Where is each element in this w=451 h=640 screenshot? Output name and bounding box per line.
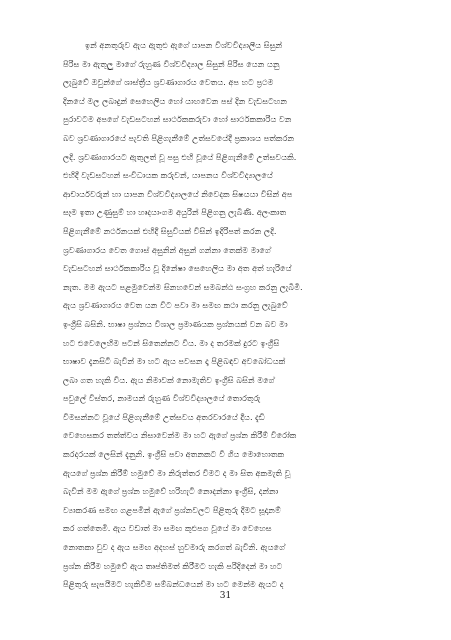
text-line: විමසන්නට වූයේ පිළිගැනීමේ උත්සවය අතරවාරයේ දීය. දැඩි	[63, 411, 265, 422]
text-line: ශ්‍රවණාගාරය වෙත ගොස් අසුනින් අසුන් ගන්නා තෙක්ම මාගේ	[63, 244, 271, 255]
text-line: භාෂාව දැනසිටී බැවින් මා හට ඇය පවසන දෑ පිළිබඳව අවබෝධයක්	[63, 356, 286, 367]
page-number: 31	[219, 591, 232, 601]
text-line: එහිදී වැඩසටහන් සංවිධායක කරුවන්, යාපනය විශ්වවිද්‍යාලයේ	[63, 170, 273, 181]
text-line: පුරාවටම අපගේ වැඩසටහන් සාර්ථකකරුවා හෝ සාර්ථකකාරිය වන	[63, 114, 292, 125]
text-line: ඇය ශ්‍රවණාගාරය වෙත යන විට පවා මා සමඟ කථා කරනු ලැබුවේ	[63, 300, 288, 311]
text-line: පවුලේ විස්තර, නාමයන් රුහුණ විශ්වවිද්‍යාලයේ තොරතුරු	[63, 393, 261, 404]
text-line: නොතකා වුව ද ඇය සමඟ අදහස් හුවමාරු කරගත් බැවිනි. ඇයගේ	[63, 542, 285, 553]
text-line: බැවින් මම ඇගේ ප්‍රශ්න හමුවේ හරිහැටි නොදන්නා ඉංග්‍රීසි, දන්නා	[63, 486, 279, 497]
text-line: නැත. මම ඇයට පළමුවෙන්ම සිනහවෙන් සමබන්ඨ සංග්‍රහ කරනු ලැබීමි.	[63, 281, 303, 292]
text-line: කරදරයක් ලෙසින් දැනුනි. ඉංග්‍රීසි පවා අතනකට වී ගිය මොහොතක	[63, 449, 285, 460]
text-line: ප්‍රශ්න කිරීම හමුවේ ඇය තෘප්තිමත් කිරීමට හැකි පරිදිදෙන් මා හට	[63, 560, 283, 571]
text-line: හට එවෙලෙහිම පටන් සිතෙන්නට විය. මා ද තරමක් දුරට ඉංග්‍රීසි	[63, 337, 280, 348]
text-line: ඇයගේ ප්‍රශ්න කිරීම් හමුවේ මා නිරුත්තර වීමට ද මා සිත අකමැති වූ	[63, 467, 291, 478]
text-line: ආචාර්යවරුන් හා යාපන විශ්වවිද්‍යාලයේ නිවෙදක සිෂයයා විසින් අප	[63, 188, 293, 199]
body-paragraph	[63, 36, 391, 590]
text-line: ව්‍යාකරණ සමඟ ගළපමින් ඇගේ ප්‍රශ්නවලට පිළිතුරු දීමට සූදානම්	[63, 504, 281, 515]
text-line: කර ගත්තෙමි. ඇය වඩාත් මා සමඟ කුළුපග වූයේ මා වෙහෙස	[63, 523, 272, 534]
text-line: ඉංග්‍රීසි බසිනි. භාෂා ප්‍රශ්නය විශාල ප්‍රමාණයක ප්‍රශ්නයක් වන බව මා	[63, 318, 288, 329]
text-line: ලදි. ශ්‍රවණාගාරයට ඇතුලත් වූ පසු එහි වූයේ පිළිගැනීමේ උත්සවයකි.	[63, 151, 297, 162]
text-line: වෙහෙසකර තත්ත්වය නිසාවෙන්ම මා හට ඇගේ ප්‍රශ්න කිරීම් විරෝක	[63, 430, 297, 441]
text-line: පිළිගැනීමේ නර්ථනයක් එහිදී සිසුවියක් විසින් ඉදිරිපත් කරන ලදි.	[63, 225, 277, 236]
text-line: බව ශ්‍රවණාගාරයේ පැවති පිළිගැනීමේ උත්සවයේදී ප්‍රකාශය පත්කරන	[63, 132, 295, 143]
text-line: ඉන් අනතුරුව ඇය ඇතුළු ඇගේ යාපන විශ්වවිද්‍යාලීය සිසුන්	[85, 40, 283, 50]
text-line: ලැබුවේ ඔවුන්ගේ ශාස්ත්‍රීය ශ්‍රවණාගාරය වෙතය. අප හට ප්‍රථම	[63, 77, 274, 88]
text-line: පිරිස මා ඇතුලු මාගේ රුහුණ විශ්වවිද්‍යාල සිසුන් පිරිස යෙන යනු	[63, 58, 280, 69]
text-line: ලබා ගත හැකි විය. ඇය නිමාවක් නොමැතිව ඉංග්‍රීසි බසින් මගේ	[63, 374, 275, 385]
text-line: වැඩසටහන් සාර්ථකකාරිය වූ දිනේෂා සෙහෙලිය මා අත අත් හැරියේ	[63, 263, 292, 274]
text-line: පිළිතුරු සැපයීමට හැකිවීම සම්බන්ධයෙන් මා හට මෙන්ම ඇයට ද	[63, 579, 284, 590]
text-line: සෑම ඉතා උණුසුම් හා හෘදයාංගම අයුරින් පිළිගනු ලැබිණි. අලංකාත	[63, 207, 287, 218]
text-line: දිනයේ මල ලබාදුන් සෙහෙලිය හෝ යාහවෙන පස් දින වැඩසටහන	[63, 95, 288, 106]
